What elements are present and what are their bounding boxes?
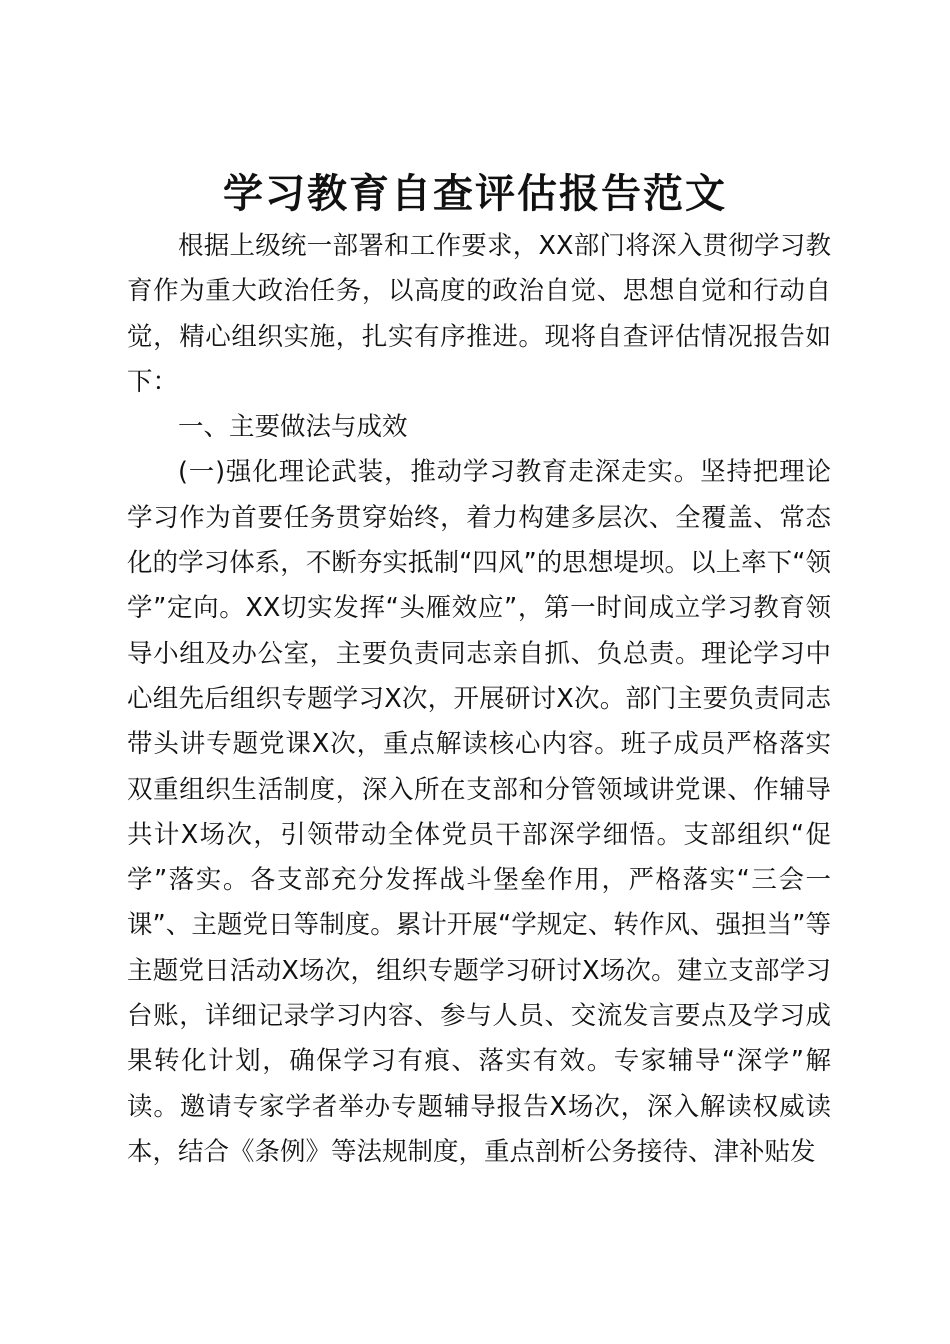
section-paragraph: (一)强化理论武装，推动学习教育走深走实。坚持把理论学习作为首要任务贯穿始终，着力构建多层次、全覆盖、常态化的学习体系，不断夯实抵制“四风”的思想堤坝。以上率下“领学”定向。XX切实发挥“头雁效应”，第一时间成立学习教育领导小组及办公室，主要负责同志亲自抓、负总责。理论学习中心组先后组织专题学习X次，开展研讨X次。部门主要负责同志带头讲专题党课X次，重点解读核心内容。班子成员严格落实双重组织生活制度，深入所在支部和分管领域讲党课、作辅导共计X场次，引领带动全体党员干部深学细悟。支部组织“促学”落实。各支部充分发挥战斗堡垒作用，严格落实“三会一课”、主题党日等制度。累计开展“学规定、转作风、强担当”等主题党日活动X场次，组织专题学习研讨X场次。建立支部学习台账，详细记录学习内容、参与人员、交流发言要点及学习成果转化计划，确保学习有痕、落实有效。专家辅导“深学”解读。邀请专家学者举办专题辅导报告X场次，深入解读权威读本，结合《条例》等法规制度，重点剖析公务接待、津补贴发 — [127, 457, 831, 1167]
intro-paragraph: 根据上级统一部署和工作要求，XX部门将深入贯彻学习教育作为重大政治任务，以高度的政治自觉、思想自觉和行动自觉，精心组织实施，扎实有序推进。现将自查评估情况报告如下： — [127, 231, 831, 397]
document-body — [127, 224, 831, 1175]
document-title: 学习教育自查评估报告范文 — [223, 170, 727, 217]
section-heading: 一、主要做法与成效 — [178, 412, 408, 443]
